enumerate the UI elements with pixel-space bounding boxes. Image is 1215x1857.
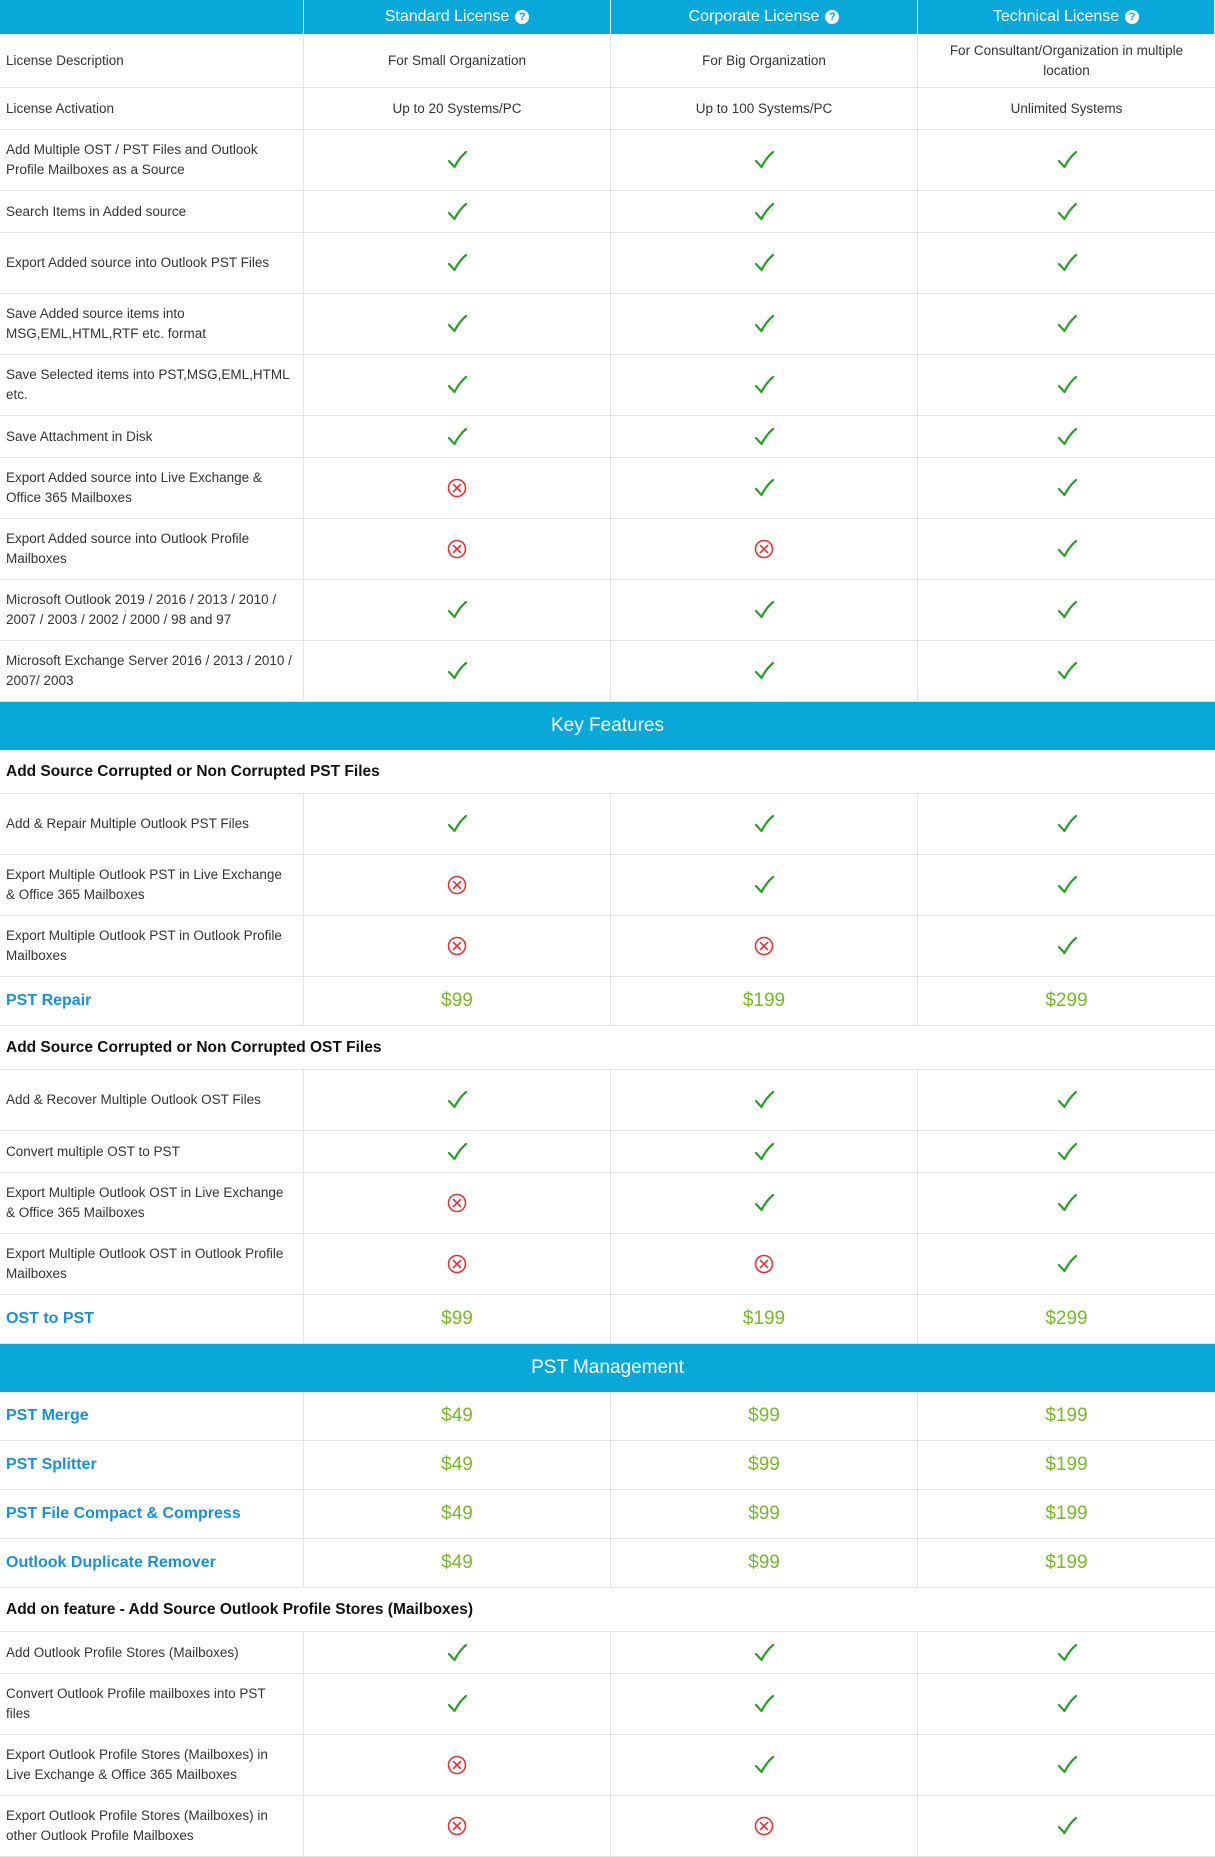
cross-icon [753,1253,775,1275]
header-standard-license [304,0,611,34]
availability-cell [304,294,611,355]
check-icon [1056,538,1078,560]
check-icon [753,374,775,396]
feature-label: Add & Repair Multiple Outlook PST Files [0,794,304,855]
availability-cell [918,1735,1215,1796]
availability-cell [918,1131,1215,1173]
check-icon [446,1089,468,1111]
price-cell: $99 [611,1392,918,1441]
availability-cell [918,1674,1215,1735]
product-link[interactable]: Outlook Duplicate Remover [0,1539,304,1588]
section-heading: Add Source Corrupted or Non Corrupted PST Files [0,750,1215,794]
availability-cell [611,1674,918,1735]
availability-cell [304,1131,611,1173]
check-icon [446,201,468,223]
feature-label: Export Multiple Outlook OST in Outlook Profile Mailboxes [0,1234,304,1295]
value-cell: For Big Organization [611,34,918,88]
value-cell: For Small Organization [304,34,611,88]
availability-cell [611,519,918,580]
availability-cell [304,1070,611,1131]
check-icon [753,1089,775,1111]
price-cell: $99 [611,1441,918,1490]
availability-cell [304,916,611,977]
availability-cell [918,294,1215,355]
availability-cell [611,458,918,519]
availability-cell [611,191,918,233]
availability-cell [611,916,918,977]
cross-icon [446,1815,468,1837]
availability-cell [304,580,611,641]
feature-label: Export Multiple Outlook OST in Live Exchange & Office 365 Mailboxes [0,1173,304,1234]
check-icon [753,1642,775,1664]
feature-label: Convert Outlook Profile mailboxes into PST files [0,1674,304,1735]
check-icon [1056,252,1078,274]
check-icon [1056,149,1078,171]
header-corporate-license [611,0,918,34]
price-cell: $99 [304,1295,611,1344]
band-pst-management: PST Management [0,1344,1215,1392]
cross-icon [753,538,775,560]
check-icon [1056,201,1078,223]
check-icon [1056,1089,1078,1111]
availability-cell [611,641,918,702]
feature-label: Export Added source into Outlook Profile Mailboxes [0,519,304,580]
availability-cell [304,1674,611,1735]
product-link[interactable]: OST to PST [0,1295,304,1344]
check-icon [753,874,775,896]
price-cell: $299 [918,977,1215,1026]
check-icon [753,1141,775,1163]
availability-cell [611,1070,918,1131]
feature-label: Save Selected items into PST,MSG,EML,HTML etc. [0,355,304,416]
check-icon [1056,1253,1078,1275]
availability-cell [304,130,611,191]
feature-label: Search Items in Added source [0,191,304,233]
check-icon [446,1141,468,1163]
availability-cell [611,1796,918,1857]
availability-cell [918,233,1215,294]
availability-cell [918,130,1215,191]
feature-label: Add Outlook Profile Stores (Mailboxes) [0,1632,304,1674]
cross-icon [446,1192,468,1214]
availability-cell [304,233,611,294]
availability-cell [611,355,918,416]
price-cell: $99 [611,1490,918,1539]
help-icon[interactable]: ? [825,10,839,24]
product-link[interactable]: PST Repair [0,977,304,1026]
check-icon [753,201,775,223]
section-heading: Add Source Corrupted or Non Corrupted OST Files [0,1026,1215,1070]
cross-icon [446,935,468,957]
availability-cell [611,1632,918,1674]
cross-icon [446,1253,468,1275]
availability-cell [918,641,1215,702]
price-cell: $299 [918,1295,1215,1344]
availability-cell [611,416,918,458]
check-icon [446,313,468,335]
check-icon [446,599,468,621]
feature-label: License Description [0,34,304,88]
check-icon [1056,477,1078,499]
cross-icon [446,538,468,560]
check-icon [753,1192,775,1214]
availability-cell [304,355,611,416]
price-cell: $199 [611,1295,918,1344]
availability-cell [304,458,611,519]
availability-cell [611,130,918,191]
feature-label: Save Attachment in Disk [0,416,304,458]
feature-label: Export Outlook Profile Stores (Mailboxes) in Live Exchange & Office 365 Mailboxes [0,1735,304,1796]
check-icon [753,1754,775,1776]
availability-cell [918,191,1215,233]
availability-cell [918,1234,1215,1295]
check-icon [446,252,468,274]
check-icon [753,252,775,274]
check-icon [1056,1815,1078,1837]
check-icon [446,426,468,448]
header-label: Corporate License [688,8,820,25]
availability-cell [304,1173,611,1234]
cross-icon [446,477,468,499]
availability-cell [304,1735,611,1796]
check-icon [1056,660,1078,682]
availability-cell [918,855,1215,916]
feature-label: Save Added source items into MSG,EML,HTML,RTF etc. format [0,294,304,355]
cross-icon [446,1754,468,1776]
price-cell: $199 [918,1392,1215,1441]
check-icon [753,599,775,621]
check-icon [446,374,468,396]
band-key-features: Key Features [0,702,1215,750]
availability-cell [304,1234,611,1295]
section-heading: Add on feature - Add Source Outlook Profile Stores (Mailboxes) [0,1588,1215,1632]
check-icon [1056,1192,1078,1214]
price-cell: $199 [918,1441,1215,1490]
availability-cell [918,416,1215,458]
check-icon [1056,1754,1078,1776]
availability-cell [304,1632,611,1674]
value-cell: Up to 100 Systems/PC [611,88,918,130]
availability-cell [918,1632,1215,1674]
price-cell: $49 [304,1392,611,1441]
check-icon [1056,935,1078,957]
check-icon [1056,599,1078,621]
check-icon [753,149,775,171]
price-cell: $199 [918,1539,1215,1588]
feature-label: Add & Recover Multiple Outlook OST Files [0,1070,304,1131]
availability-cell [611,1131,918,1173]
feature-label: Microsoft Outlook 2019 / 2016 / 2013 / 2010 / 2007 / 2003 / 2002 / 2000 / 98 and 97 [0,580,304,641]
availability-cell [918,580,1215,641]
check-icon [446,813,468,835]
check-icon [753,426,775,448]
value-cell: Unlimited Systems [918,88,1215,130]
availability-cell [304,191,611,233]
availability-cell [611,855,918,916]
header-label: Standard License [384,8,510,25]
availability-cell [918,916,1215,977]
check-icon [753,660,775,682]
check-icon [753,477,775,499]
feature-label: Export Outlook Profile Stores (Mailboxes) in other Outlook Profile Mailboxes [0,1796,304,1857]
availability-cell [611,794,918,855]
check-icon [1056,1642,1078,1664]
availability-cell [918,355,1215,416]
check-icon [1056,1693,1078,1715]
availability-cell [918,794,1215,855]
availability-cell [918,1796,1215,1857]
feature-label: License Activation [0,88,304,130]
check-icon [446,1642,468,1664]
check-icon [753,813,775,835]
availability-cell [611,580,918,641]
check-icon [1056,813,1078,835]
help-icon[interactable]: ? [515,10,529,24]
value-cell: For Consultant/Organization in multiple location [918,34,1215,88]
check-icon [1056,1141,1078,1163]
availability-cell [304,794,611,855]
availability-cell [918,1173,1215,1234]
header-technical-license [918,0,1215,34]
availability-cell [304,519,611,580]
availability-cell [918,458,1215,519]
availability-cell [304,1796,611,1857]
value-cell: Up to 20 Systems/PC [304,88,611,130]
check-icon [446,660,468,682]
check-icon [753,313,775,335]
availability-cell [304,855,611,916]
check-icon [446,1693,468,1715]
check-icon [446,149,468,171]
price-cell: $99 [611,1539,918,1588]
product-link[interactable]: PST Splitter [0,1441,304,1490]
availability-cell [304,641,611,702]
feature-label: Microsoft Exchange Server 2016 / 2013 / 2010 / 2007/ 2003 [0,641,304,702]
availability-cell [304,416,611,458]
feature-label: Export Added source into Live Exchange & Office 365 Mailboxes [0,458,304,519]
header-label: Technical License [992,8,1120,25]
feature-label: Add Multiple OST / PST Files and Outlook Profile Mailboxes as a Source [0,130,304,191]
price-cell: $49 [304,1539,611,1588]
feature-label: Export Added source into Outlook PST Files [0,233,304,294]
availability-cell [611,233,918,294]
check-icon [1056,313,1078,335]
check-icon [753,1693,775,1715]
cross-icon [446,874,468,896]
help-icon[interactable]: ? [1125,10,1139,24]
availability-cell [918,519,1215,580]
price-cell: $49 [304,1490,611,1539]
feature-label: Convert multiple OST to PST [0,1131,304,1173]
price-cell: $199 [918,1490,1215,1539]
availability-cell [611,1234,918,1295]
check-icon [1056,874,1078,896]
feature-label: Export Multiple Outlook PST in Live Exchange & Office 365 Mailboxes [0,855,304,916]
availability-cell [611,1735,918,1796]
product-link[interactable]: PST File Compact & Compress [0,1490,304,1539]
check-icon [1056,374,1078,396]
price-cell: $199 [611,977,918,1026]
availability-cell [918,1070,1215,1131]
cross-icon [753,935,775,957]
price-cell: $99 [304,977,611,1026]
cross-icon [753,1815,775,1837]
availability-cell [611,294,918,355]
availability-cell [611,1173,918,1234]
feature-label: Export Multiple Outlook PST in Outlook Profile Mailboxes [0,916,304,977]
header-empty-cell [0,0,304,34]
price-cell: $49 [304,1441,611,1490]
product-link[interactable]: PST Merge [0,1392,304,1441]
check-icon [1056,426,1078,448]
